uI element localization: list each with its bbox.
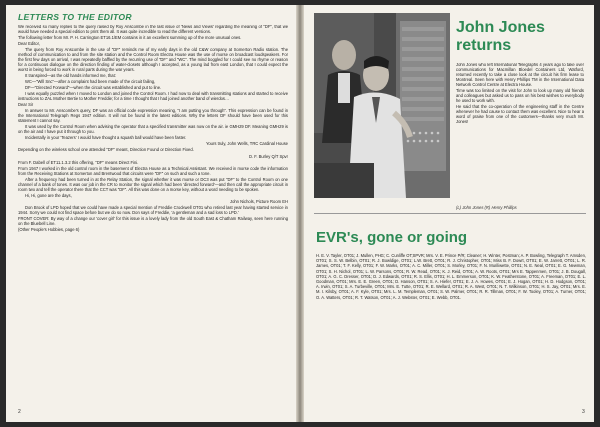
article-paragraph: Time was too limited on the visit for John to look up many old friends and colleagues but asked us to pass on his best wishes to everybody he used to work with. — [456, 87, 584, 103]
letters-title: LETTERS TO THE EDITOR — [18, 12, 132, 22]
photo-caption: (L) John Jones (R) Henry Phillips — [456, 205, 517, 210]
letter-paragraph: Depending on the wireless school one attended "DF" meant, Direction Found or Direction Fixed. — [18, 147, 194, 153]
john-jones-title: John Jones returns — [456, 19, 545, 54]
letter-paragraph: The following letter from Mr. P. H. Carrington ET16.1/EM contains in it an excellent summing up of the more unusual ones. — [18, 35, 242, 40]
letter-paragraph: WC—"Will Snc"—after a complaint had been made of the circuit failing, — [25, 79, 156, 84]
page-number: 2 — [18, 409, 21, 415]
section-divider — [314, 213, 586, 214]
page-number: 3 — [582, 409, 585, 415]
photo-illustration — [314, 13, 450, 198]
letter-paragraph: Hi, Hi, gone are the days, — [25, 192, 72, 198]
letter-paragraph: We received so many replies to the query raised by Roy Anscombe in the last issue of 'News and Views' regarding the meaning of "DF", that we would have needed a special edition to print them all. It was quite incredible to read the different versions. — [18, 25, 288, 34]
front-cover-ref: (Other People's Hobbies, page 6) — [18, 227, 80, 233]
letter-paragraph: After a frequency had been turned in at the Relay Station, the signal whether it was morse or DC3 was put "DF" to the Control Room on one channel of a bank of tones. It was our job in the CR to monitor the signal which had been 'directed forward'—and then call the appropriate circuit in room two and tell the operator there that the CCT was "DF". All this was done on a morse key, without a word needing to be spoken. — [18, 176, 288, 192]
letter-salutation: Dear Editor, — [18, 41, 40, 47]
letter-paragraph: I was equally puzzled when I moved to London and joined the Control Room. I had now to deal with transmitting stations and started to receive instructions to ZAL Mother Bertie to Mother Freddie; for a time I thought that I had joined another band of wierdos… — [18, 91, 288, 102]
right-page — [304, 5, 594, 422]
front-cover-note: FRONT COVER: By way of a change our 'cover girl' for this issue is a lovely lady from the old South East & Chatham Railway, seen here running on the Bluebell Line. — [18, 216, 288, 227]
article-paragraph: He said that the co-operation of the engineering staff in the Centre whenever he had cause to contact them was excellent. Nice to hear a word of praise from one of the customers—thanks very much Mr. Jones! — [456, 104, 584, 124]
letter-signature: Yours truly, John Wells, TRC Cardinal House — [205, 141, 288, 147]
letter-signature: D. F. Burley Q/T Spvr — [248, 153, 288, 159]
evr-list: H. E. V. Tayler, OT01; J. Mullen, PHG; C. Cunliffe OT;SPVR; Mrs. V. E. Prince P/R; Cleaner; H. Winter, Postman; A. P. Bowling, Telegraph T. Amsden, OT01; S. S. W. Belbin, OT01; R. J. Bowldige, OT01; L.W. Brett, OT01; R. J. Christopher, OT01; Miss B. F. Dowrt, OT01; E. W. Jarrett, OT01; L. R. James, OT01; T. F. Kelly, OT01; F. W. Marks, OT01; A. C. Miller, OT01; S. Morley, OT01; F. N. Muriliwette, OT01; N. E. Neal, OT01; E. G. Newman, OT01; S. H. Nichol, OT01; L. W. Parsons, OT01; R. W. Read, OT01; K. J. Reid, OT01; A. W. Roots, OT01; Mrs E. Tappenmen, OT01; J. B. Dougall, OT01; A. G. C. Dresser, OT01; D. J. Edwards, OT01; R. S. Ellis, OT01; H. L. Emmerson, OT01; K. W. Featherstone, OT01; A. Freeman, OT01; E. L. Goodman, OT01; Mrs. E. E. Green, OT01; D. Hanson, OT01; S. A. Hiefer, OT01; E. J. A. Howes, OT01; E. J. Hogan, OT01; H. D. Hodgson, OT01; A. Irwin, OT01; S. A. Turbeville, OT01; Mrs. E. Tutte, OT01; R. E. Wellard, OT01; R. A. West, OT01; N. T. Wilkinson, OT01; H. S. Jay, OT01; Mrs. E. M. I. Kilsby, OT01; A. F. Kyle, OT01; Mrs. L. M. Templeman, OT01; S. W. Palmer, OT01; R. R. Tillman, OT01; F. W. Tooley, OT01; A. Turner, OT01; O. A. Watters, OT01; R. T. Watson, OT01; A. J. Webster, OT01; E. Webb, OT01. — [316, 253, 586, 300]
letters-body — [18, 25, 288, 385]
letter-paragraph: Don Brook of LPD hoped that we could have made a special mention of Freddie Crockwell OT01 who retired last year having started service in 1944. Sorry we could not find space before but we do so now. Don says of Freddie, 'a gentleman and a sad loss to LPD.' — [18, 205, 288, 216]
left-page — [6, 5, 296, 422]
letter-paragraph: From 1947 I worked in the old control room in the basement of Electra House as a Technical Assistant. We received in morse code the information from the Receiving Stations at Somerton and Brentwood that circuits were "DF" on such and such a tone. — [18, 165, 288, 176]
letter-paragraph: It transpired—as the old hands informed me, that: — [25, 72, 116, 78]
photo-john-jones-henry-phillips — [314, 13, 450, 198]
evr-title: EVR's, gone or going — [316, 229, 468, 246]
letter-paragraph: DF—"Directed Forward"—when the circuit was established and put to line. — [25, 85, 162, 91]
letter-paragraph: It was used by the Control Room when advising the operator that a specified transmitter was now on the air. ie GMH29 DF. Meaning GMH29 is on the air and I have put it through to you. — [18, 124, 288, 135]
letter-paragraph: The query from Roy Anscombe in the use of "DF" reminds me of my early days in the old C&W company at Somerton Radio station. The method of communication to and from the site station and the Control Room Electra House was the use of morse on broadcast loudspeakers. For the first few days on arrival, I was repeatedly baffled by the recurring use of "DF" and "WC". The mind boggled for I could see no rhyme or reason for a continuous dialogue on the direction finding of water-closets although I accepted, as a young lad from east London, that I could expect the worst in being forced to work in rural parts during the war years. — [18, 47, 288, 72]
john-jones-body — [456, 63, 584, 195]
letter-signature: John Nichols, Picture Room EH — [230, 198, 288, 204]
letter-salutation: Dear Sir — [18, 102, 34, 108]
spine-gutter — [296, 5, 304, 422]
article-paragraph: John Jones who left International Telegraphs 4 years ago to take over communications for Macmillan Bloedel Containers Ltd, Watford, returned recently to take a close look at the circuit his firm lease to Montreal. Seen here with Henry Phillips TM in the International Data Network Control Centre at Electra House. — [456, 63, 584, 87]
letter-paragraph: In answer to Mr. Anscombe's query, DF was an official code expression meaning, "I am putting you through". This expression can be found in the International Telegraph Regs 1947 edition. It will not be found in the latest editions. Why the letters DF should have been used for this statement I cannot say. — [18, 108, 288, 124]
letter-paragraph: From F. Dabell of ET11.1.3.2 this offering, "DF" means Direct Fini. — [18, 159, 139, 165]
letter-paragraph: Incidentally in your 'Teazers' I would have thought a squash ball would have been faster. — [25, 135, 187, 141]
